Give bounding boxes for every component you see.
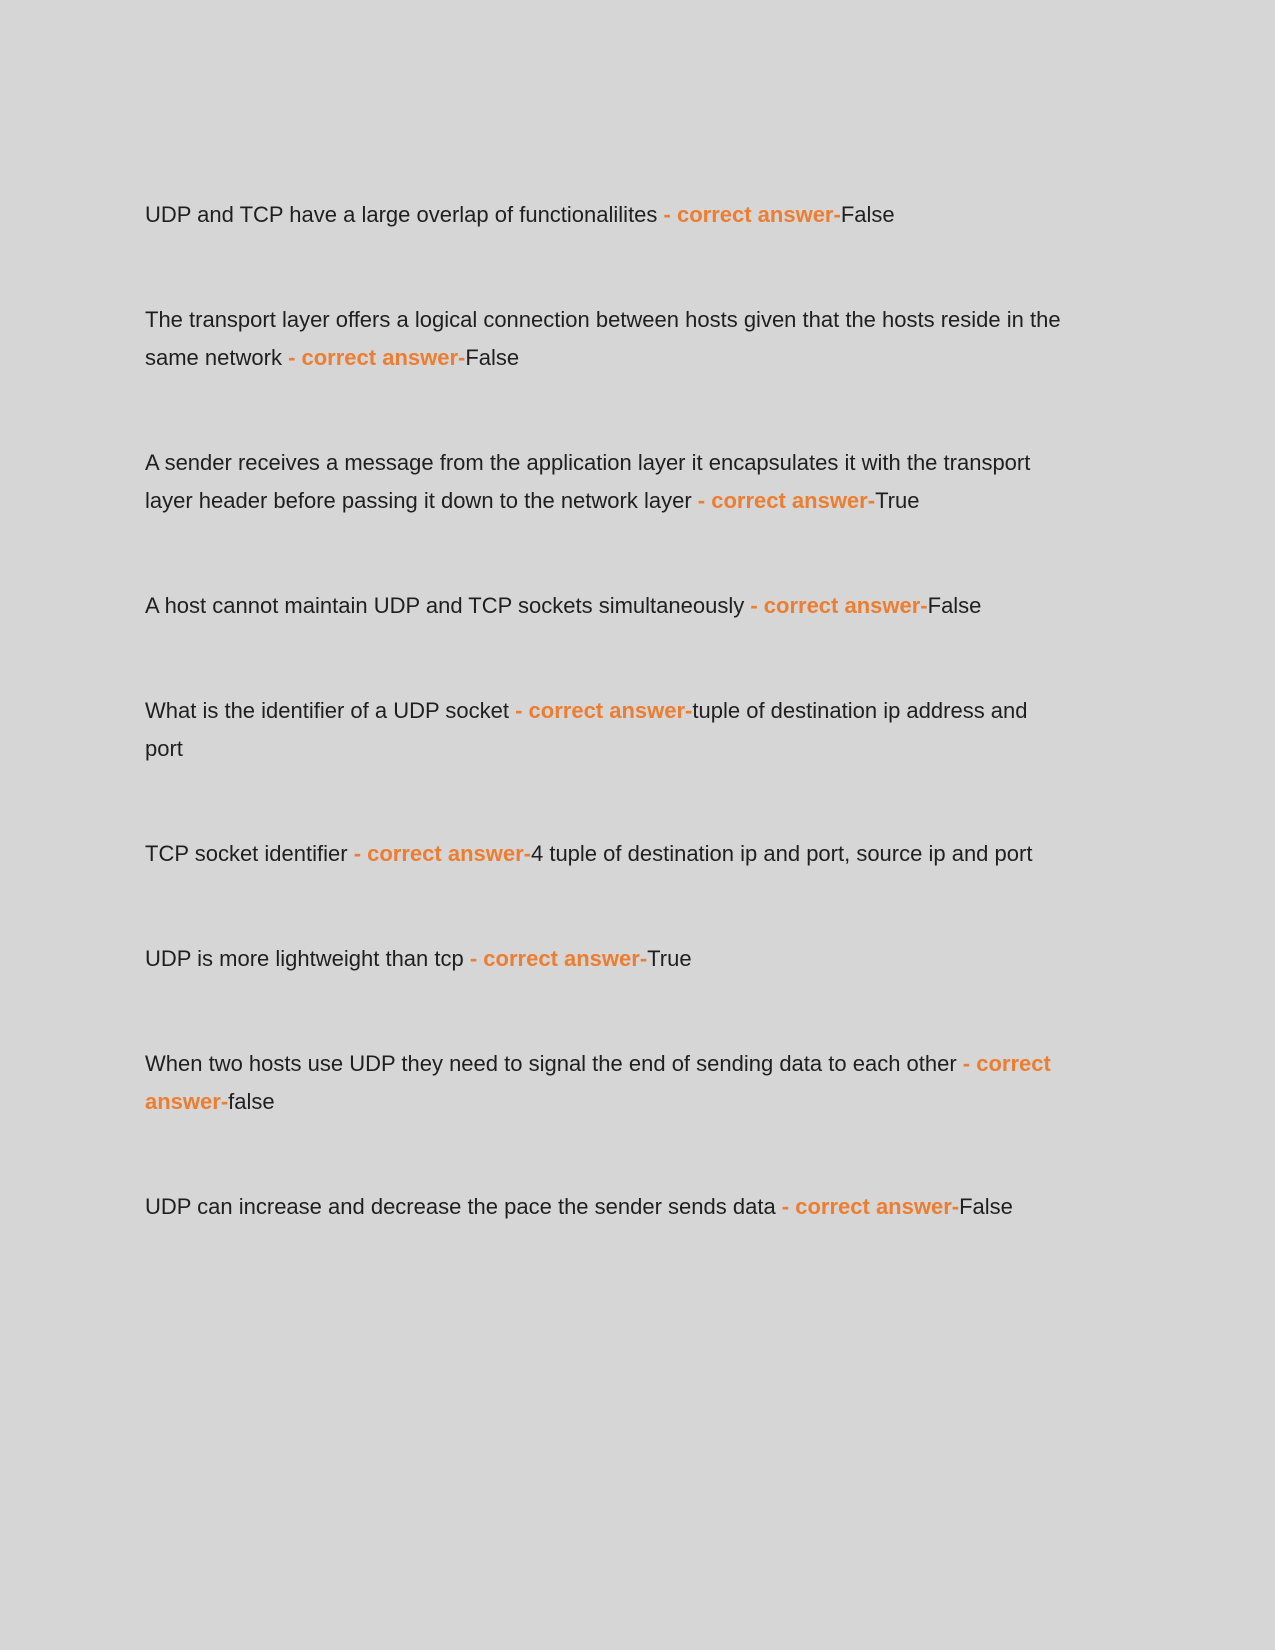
qa-item <box>145 301 1070 377</box>
qa-item <box>145 587 1070 625</box>
correct-answer-marker: - correct answer- <box>353 841 531 866</box>
qa-item <box>145 940 1070 978</box>
question-text: A host cannot maintain UDP and TCP sockets simultaneously <box>145 593 751 618</box>
correct-answer-marker: - correct answer- <box>515 698 693 723</box>
correct-answer-marker: - correct answer- <box>697 488 876 513</box>
answer-text: tuple of destination ip address and port <box>145 698 1028 761</box>
correct-answer-marker: - correct answer- <box>663 202 841 227</box>
correct-answer-marker: - correct answer- <box>469 946 648 971</box>
correct-answer-marker: - correct answer- <box>781 1194 960 1219</box>
answer-text: False <box>927 593 982 618</box>
correct-answer-marker: - correct answer- <box>288 345 466 370</box>
question-text: TCP socket identifier <box>145 841 354 866</box>
question-text: When two hosts use UDP they need to signal the end of sending data to each other <box>145 1051 963 1076</box>
question-text: A sender receives a message from the application layer it encapsulates it with the transport layer header before passing it down to the network layer <box>145 450 1031 513</box>
answer-text: True <box>875 488 920 513</box>
answer-text: False <box>840 202 895 227</box>
qa-item <box>145 692 1070 768</box>
qa-item <box>145 835 1070 873</box>
qa-item <box>145 444 1070 520</box>
qa-item <box>145 1045 1070 1121</box>
question-text: UDP is more lightweight than tcp <box>145 946 470 971</box>
question-text: UDP and TCP have a large overlap of functionalilites <box>145 202 664 227</box>
qa-item <box>145 196 1070 234</box>
document-content <box>145 196 1070 1293</box>
correct-answer-marker: - correct answer- <box>145 1051 1051 1114</box>
answer-text: True <box>647 946 692 971</box>
qa-item <box>145 1188 1070 1226</box>
answer-text: false <box>228 1089 275 1114</box>
answer-text: False <box>959 1194 1013 1219</box>
question-text: UDP can increase and decrease the pace the sender sends data <box>145 1194 782 1219</box>
answer-text: 4 tuple of destination ip and port, source ip and port <box>530 841 1033 866</box>
correct-answer-marker: - correct answer- <box>750 593 928 618</box>
question-text: The transport layer offers a logical connection between hosts given that the hosts reside in the same network <box>145 307 1061 370</box>
answer-text: False <box>465 345 520 370</box>
question-text: What is the identifier of a UDP socket <box>145 698 516 723</box>
